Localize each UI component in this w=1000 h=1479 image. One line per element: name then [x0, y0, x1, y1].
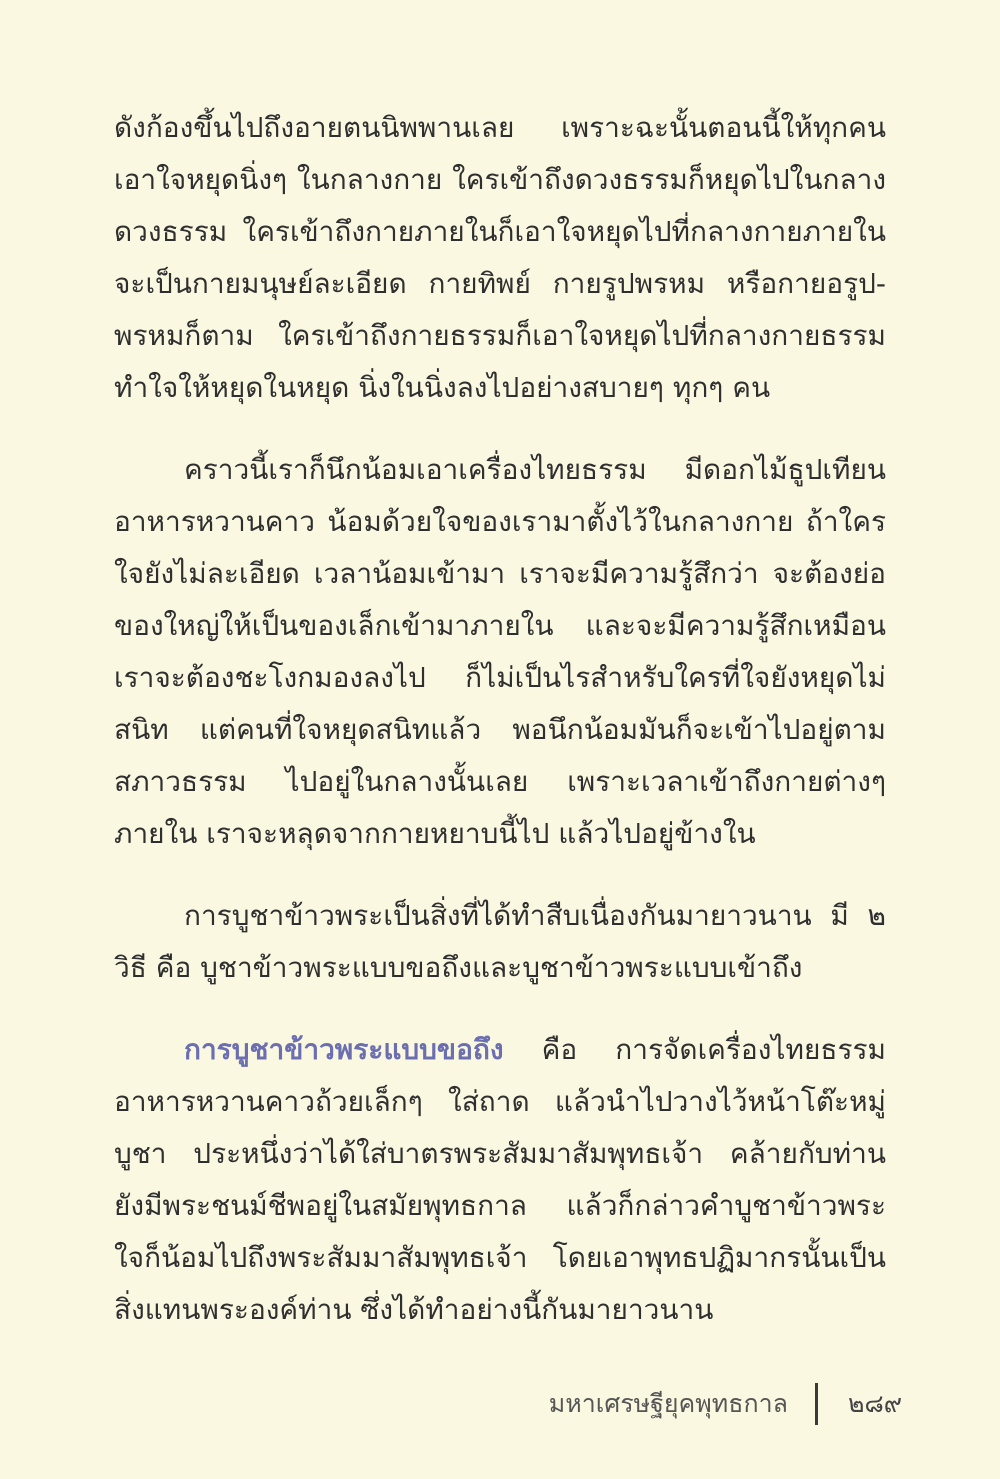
paragraph-3 — [114, 890, 886, 994]
highlight-term: การบูชาข้าวพระแบบขอถึง — [184, 1033, 504, 1066]
running-footer-title: มหาเศรษฐียุคพุทธกาล — [548, 1389, 788, 1418]
text-line: สนิท แต่คนที่ใจหยุดสนิทแล้ว พอนึกน้อมมันก็จะเข้าไปอยู่ตาม — [114, 713, 886, 746]
text-line: ใจยังไม่ละเอียด เวลาน้อมเข้ามา เราจะมีความรู้สึกว่า จะต้องย่อ — [114, 557, 886, 590]
text-line: อาหารหวานคาว น้อมด้วยใจของเรามาตั้งไว้ในกลางกาย ถ้าใคร — [114, 505, 886, 538]
text-line: ทำใจให้หยุดในหยุด นิ่งในนิ่งลงไปอย่างสบายๆ ทุกๆ คน — [114, 371, 771, 404]
paragraph-2 — [114, 444, 886, 860]
text-line — [114, 1024, 886, 1076]
paragraph-1 — [114, 102, 886, 414]
text-line: วิธี คือ บูชาข้าวพระแบบขอถึงและบูชาข้าวพระแบบเข้าถึง — [114, 951, 803, 984]
text-line: สิ่งแทนพระองค์ท่าน ซึ่งได้ทำอย่างนี้กันมายาวนาน — [114, 1293, 714, 1326]
text-segment: คือ การจัดเครื่องไทยธรรม — [503, 1033, 886, 1066]
text-line: บูชา ประหนึ่งว่าได้ใส่บาตรพระสัมมาสัมพุทธเจ้า คล้ายกับท่าน — [114, 1137, 886, 1170]
page-number: ๒๘๙ — [848, 1389, 903, 1418]
text-line: เอาใจหยุดนิ่งๆ ในกลางกาย ใครเข้าถึงดวงธรรมก็หยุดไปในกลาง — [114, 163, 886, 196]
text-line: พรหมก็ตาม ใครเข้าถึงกายธรรมก็เอาใจหยุดไปที่กลางกายธรรม — [114, 319, 886, 352]
footer-divider — [815, 1383, 818, 1425]
text-line: คราวนี้เราก็นึกน้อมเอาเครื่องไทยธรรม มีดอกไม้ธูปเทียน — [184, 453, 886, 486]
text-line: ดวงธรรม ใครเข้าถึงกายภายในก็เอาใจหยุดไปที่กลางกายภายใน — [114, 215, 886, 248]
text-line: ยังมีพระชนม์ชีพอยู่ในสมัยพุทธกาล แล้วก็กล่าวคำบูชาข้าวพระ — [114, 1189, 886, 1222]
text-line: ของใหญ่ให้เป็นของเล็กเข้ามาภายใน และจะมีความรู้สึกเหมือน — [114, 609, 886, 642]
text-line: ใจก็น้อมไปถึงพระสัมมาสัมพุทธเจ้า โดยเอาพุทธปฏิมากรนั้นเป็น — [114, 1241, 886, 1274]
text-line: สภาวธรรม ไปอยู่ในกลางนั้นเลย เพราะเวลาเข้าถึงกายต่างๆ — [114, 765, 886, 798]
text-line: จะเป็นกายมนุษย์ละเอียด กายทิพย์ กายรูปพรหม หรือกายอรูป- — [114, 267, 886, 300]
text-line: การบูชาข้าวพระเป็นสิ่งที่ได้ทำสืบเนื่องกันมายาวนาน มี ๒ — [184, 899, 886, 932]
text-line: ภายใน เราจะหลุดจากกายหยาบนี้ไป แล้วไปอยู่ข้างใน — [114, 817, 756, 850]
text-line: ดังก้องขึ้นไปถึงอายตนนิพพานเลย เพราะฉะนั้นตอนนี้ให้ทุกคน — [114, 111, 886, 144]
text-line: อาหารหวานคาวถ้วยเล็กๆ ใส่ถาด แล้วนำไปวางไว้หน้าโต๊ะหมู่ — [114, 1085, 886, 1118]
text-line: เราจะต้องชะโงกมองลงไป ก็ไม่เป็นไรสำหรับใครที่ใจยังหยุดไม่ — [114, 661, 886, 694]
paragraph-4 — [114, 1024, 886, 1336]
